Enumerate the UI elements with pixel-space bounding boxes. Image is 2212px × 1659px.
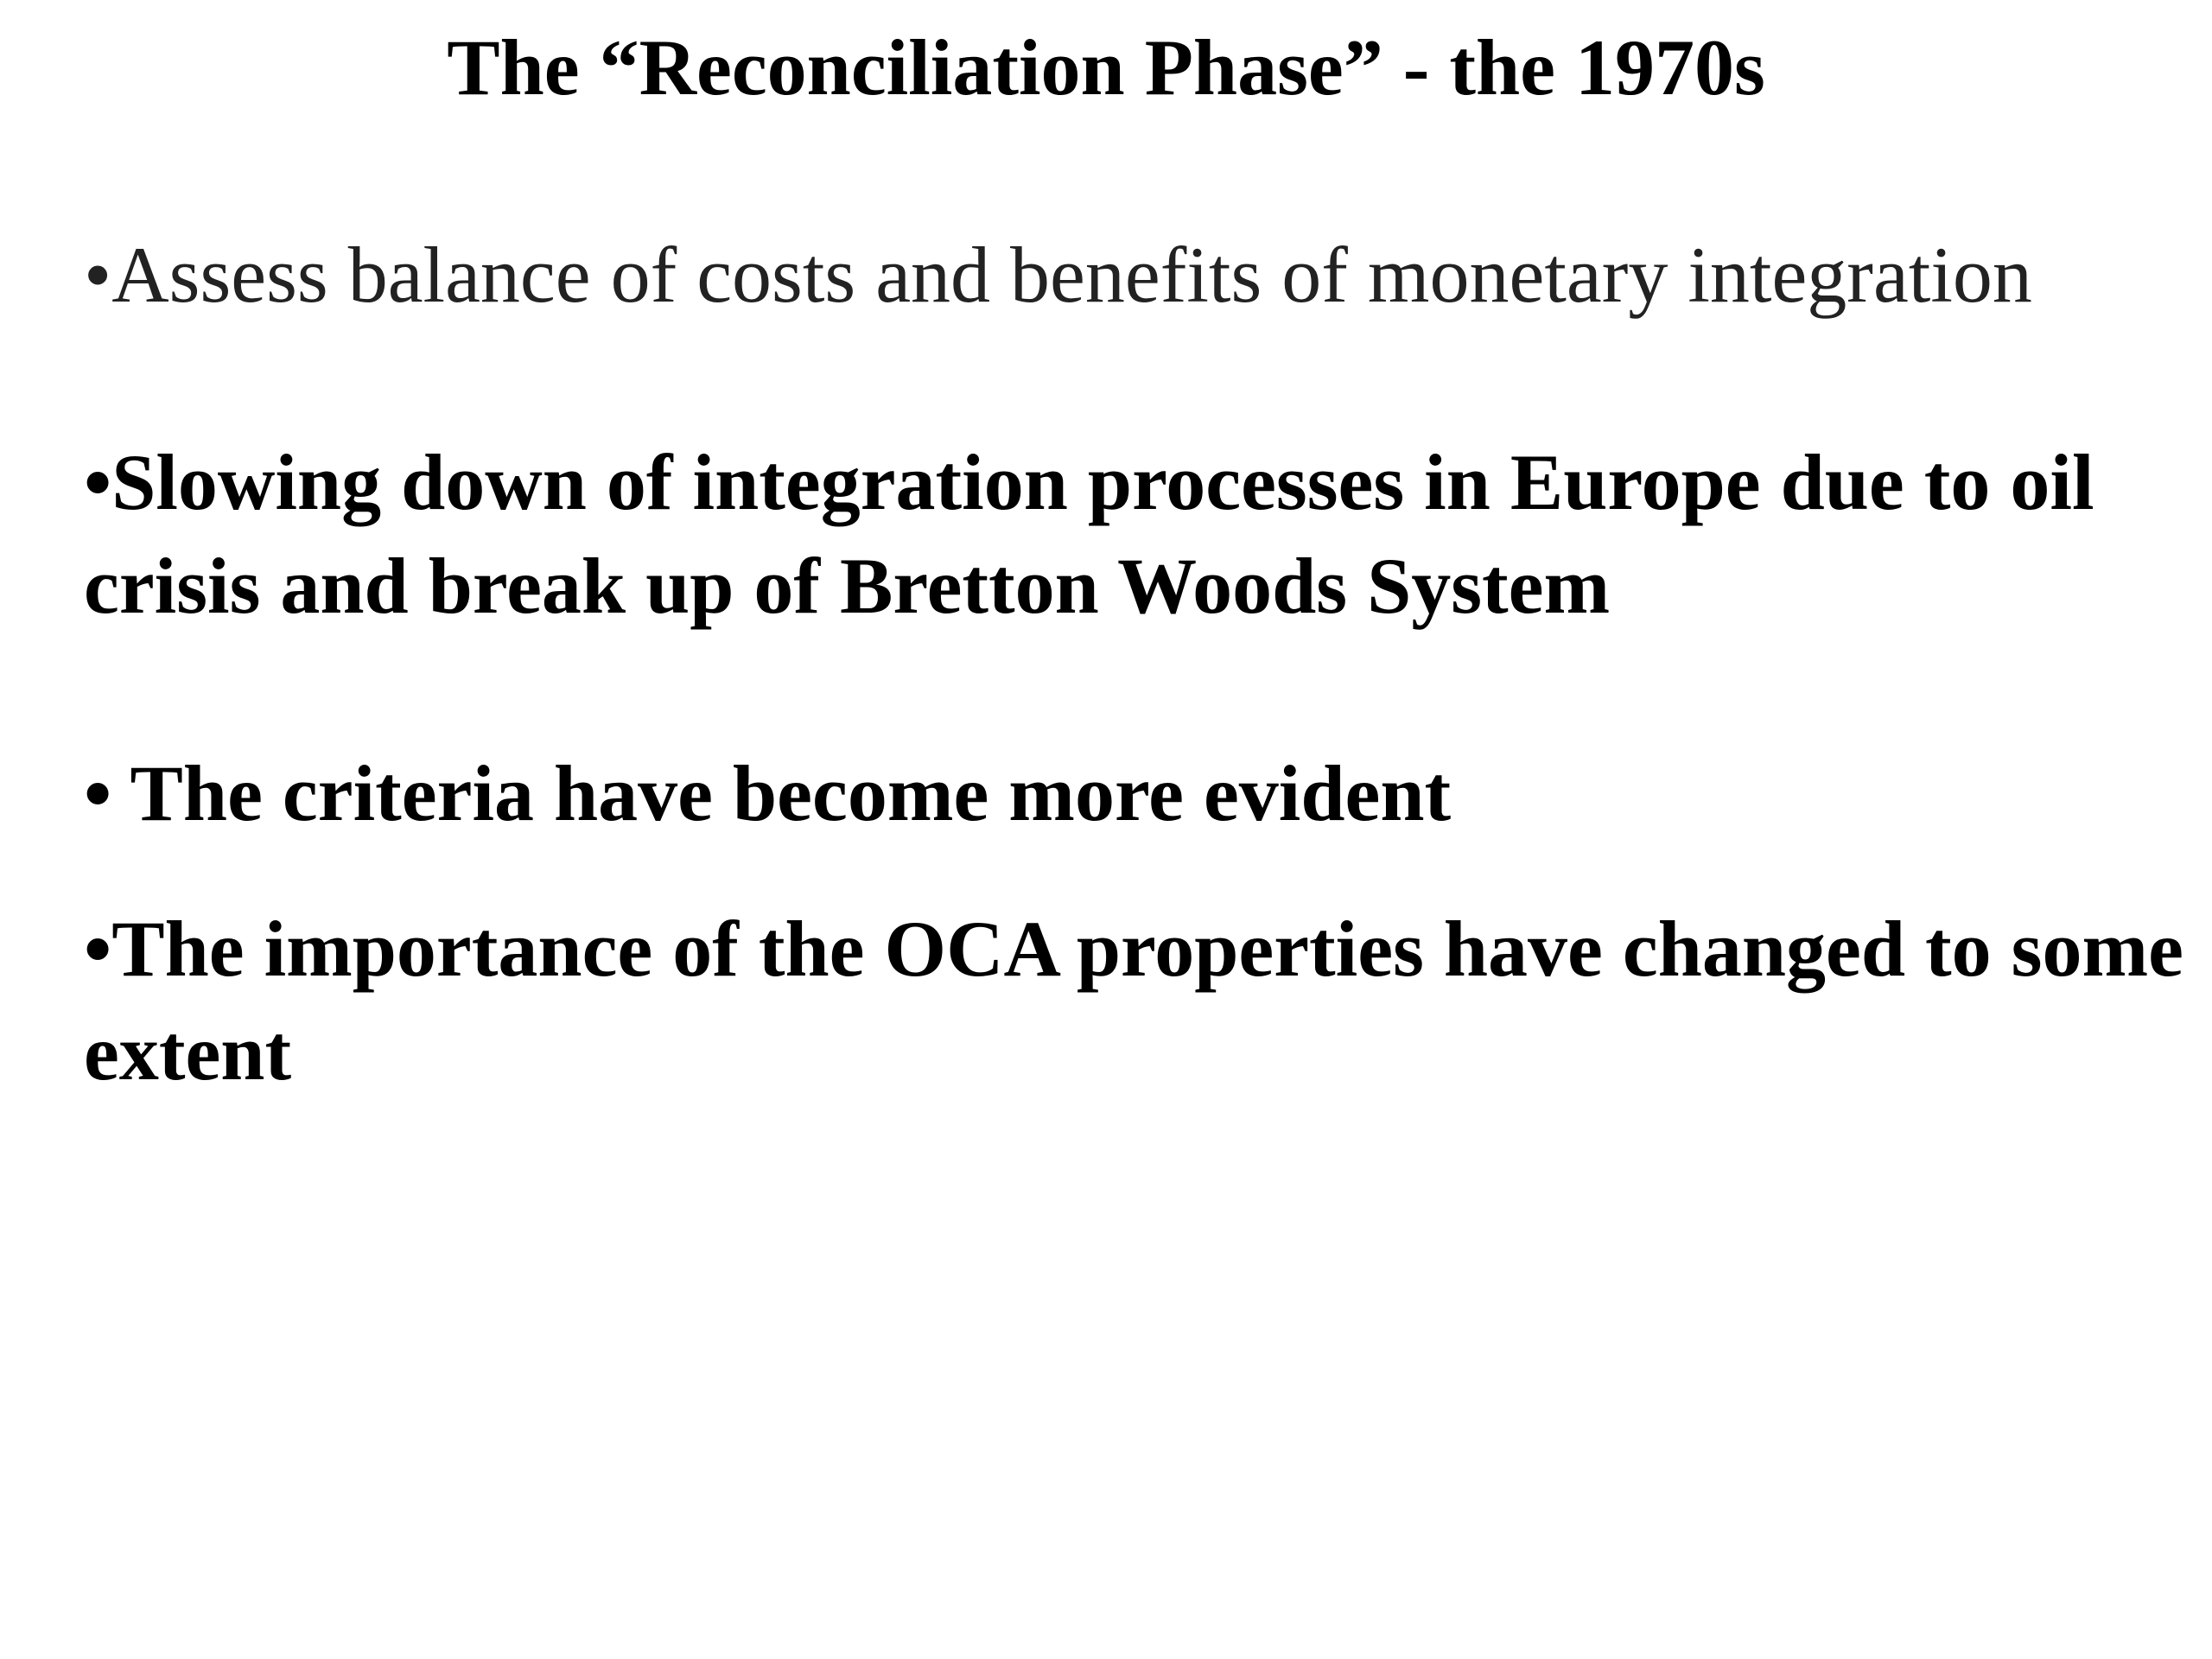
bullet-assess-balance: •Assess balance of costs and benefits of monetary integration	[84, 231, 2032, 319]
bullet-criteria-evident: • The criteria have become more evident	[84, 749, 1452, 837]
slide-title: The “Reconciliation Phase” - the 1970s	[447, 23, 1765, 111]
bullet-slowing-integration: •Slowing down of integration processes in Europe due to oil crisis and break up of Bretton Woods System	[84, 438, 2094, 630]
bullet-oca-properties: •The importance of the OCA properties have changed to some extent	[84, 905, 2183, 1096]
